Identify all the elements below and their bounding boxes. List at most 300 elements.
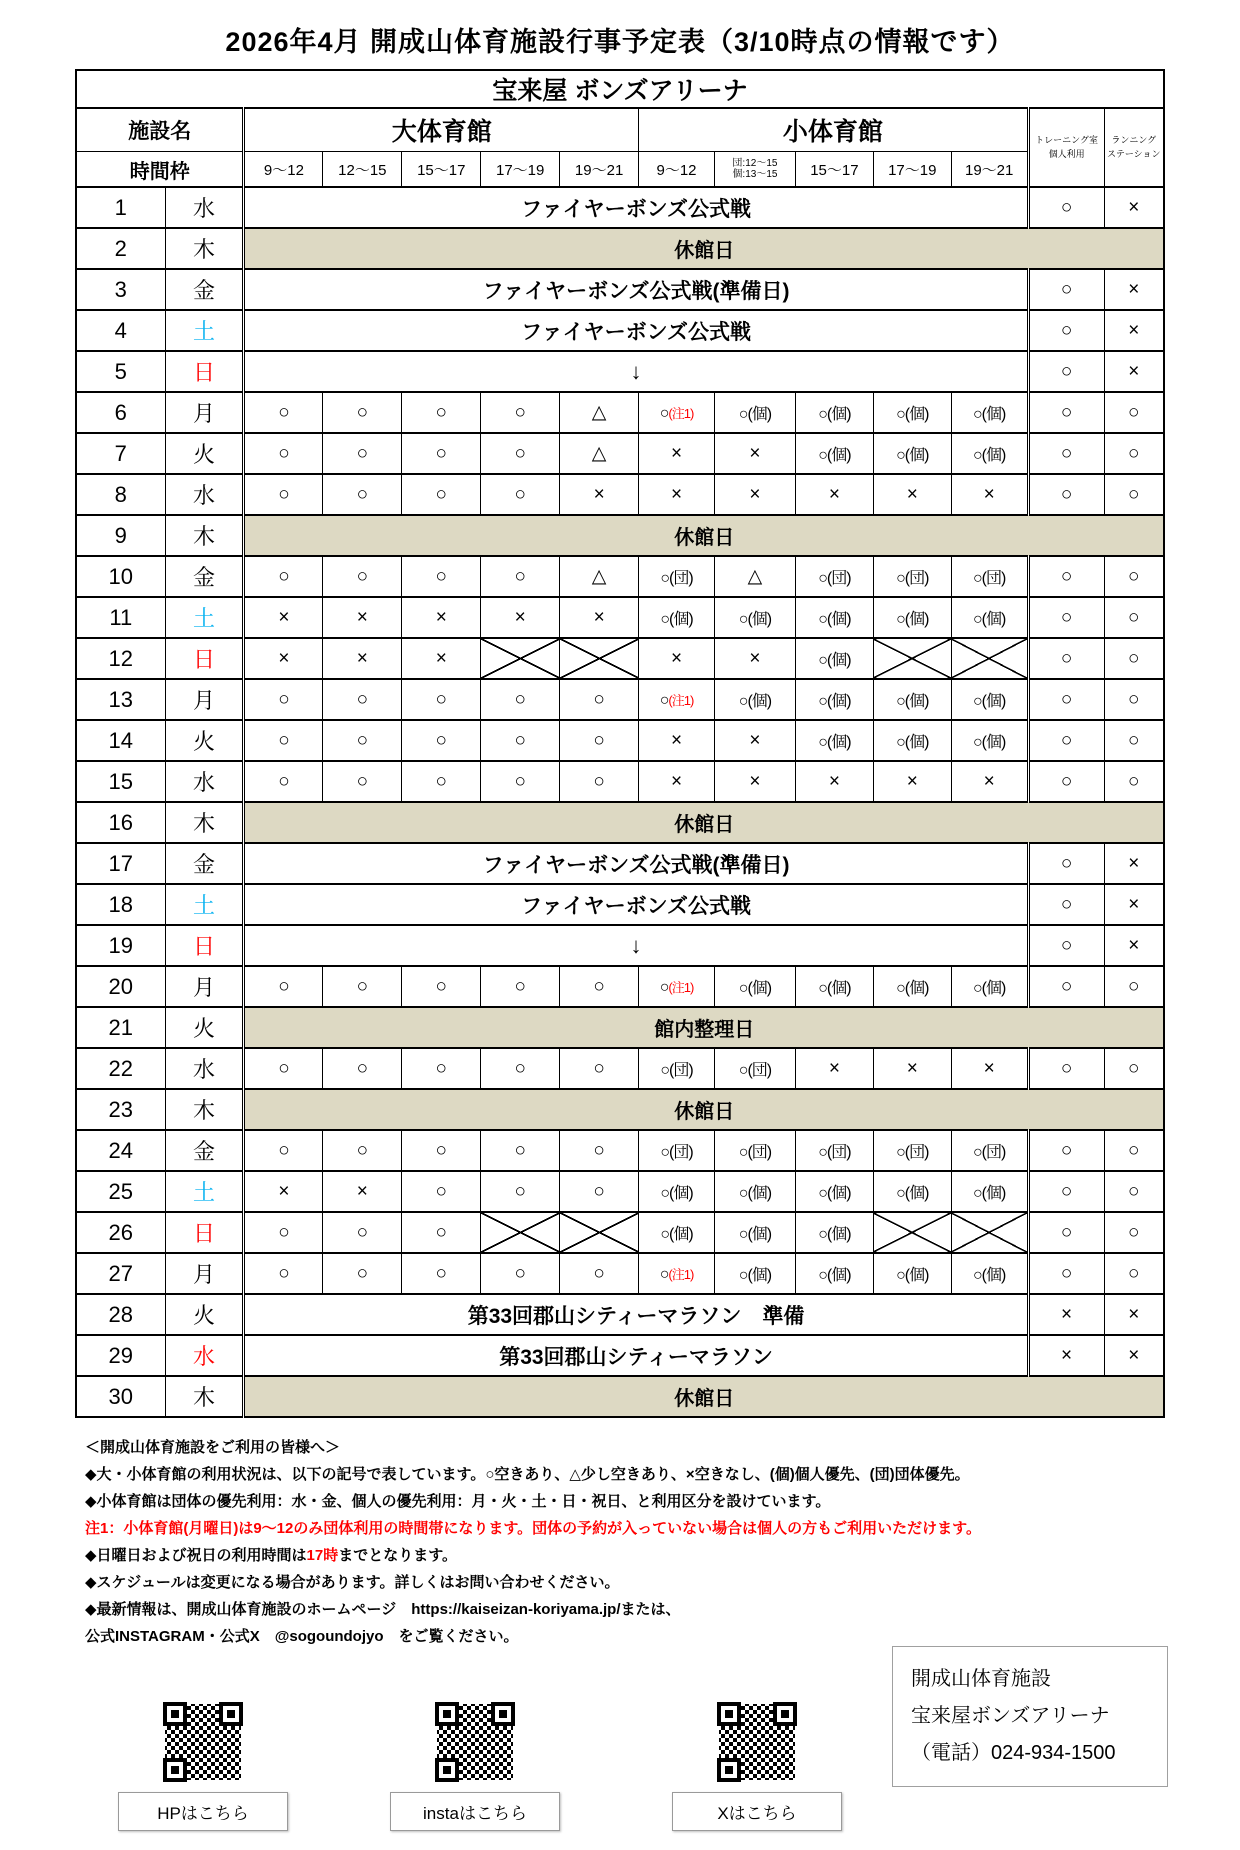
slot-cell: ○ <box>560 761 639 802</box>
slot-cell: ○ <box>481 392 560 433</box>
training-room-cell: ○ <box>1028 720 1104 761</box>
day-of-week-cell: 日 <box>165 925 244 966</box>
event-cell: ↓ <box>244 925 1028 966</box>
slot-cell: ○ <box>323 433 402 474</box>
slot-cell: ○(個) <box>951 597 1028 638</box>
slot-cell: × <box>951 1048 1028 1089</box>
event-cell: ファイヤーボンズ公式戦 <box>244 187 1028 228</box>
slot-cell: ○(団) <box>714 1048 795 1089</box>
large-slot-header: 15～17 <box>402 152 481 188</box>
slot-cell: ○(団) <box>951 556 1028 597</box>
slot-cell: × <box>714 761 795 802</box>
slot-cell: ○(個) <box>873 597 951 638</box>
slot-cell: ○ <box>402 474 481 515</box>
slot-cell: ○(個) <box>951 720 1028 761</box>
day-of-week-cell: 水 <box>165 761 244 802</box>
slot-cell: ○ <box>244 966 323 1007</box>
running-station-cell: × <box>1104 1335 1164 1376</box>
slot-cell: × <box>873 474 951 515</box>
day-of-week-cell: 月 <box>165 679 244 720</box>
slot-cell: ○ <box>244 761 323 802</box>
slot-cell: ○ <box>244 679 323 720</box>
page-title: 2026年4月 開成山体育施設行事予定表（3/10時点の情報です） <box>225 27 1015 57</box>
slot-cell: ○ <box>560 1171 639 1212</box>
slot-cell-unavailable <box>873 638 951 679</box>
slot-cell: ○ <box>402 679 481 720</box>
slot-cell: ○ <box>323 1253 402 1294</box>
slot-cell: ○(個) <box>714 392 795 433</box>
slot-cell: × <box>323 597 402 638</box>
training-room-cell: ○ <box>1028 1212 1104 1253</box>
day-of-week-cell: 木 <box>165 228 244 269</box>
slot-cell: ○ <box>323 966 402 1007</box>
running-station-cell: × <box>1104 1294 1164 1335</box>
slot-cell: ○(個) <box>873 392 951 433</box>
day-of-week-cell: 火 <box>165 1007 244 1048</box>
qr-block <box>672 1702 842 1831</box>
day-number-cell: 19 <box>76 925 165 966</box>
slot-cell: × <box>795 1048 873 1089</box>
day-number-cell: 24 <box>76 1130 165 1171</box>
slot-cell: ○(個) <box>714 597 795 638</box>
day-number-cell: 23 <box>76 1089 165 1130</box>
day-of-week-cell: 日 <box>165 638 244 679</box>
training-room-cell: ○ <box>1028 925 1104 966</box>
slot-cell: ○(個) <box>639 1171 715 1212</box>
slot-cell: ○ <box>402 1171 481 1212</box>
small-slot-header: 19～21 <box>951 152 1028 188</box>
large-slot-header: 9～12 <box>244 152 323 188</box>
running-station-cell: ○ <box>1104 1130 1164 1171</box>
slot-cell: ○(個) <box>795 1171 873 1212</box>
slot-cell: ○(注1) <box>639 1253 715 1294</box>
note-line: 注1：小体育館(月曜日)は9～12のみ団体利用の時間帯になります。団体の予約が入っていない場合は個人の方もご利用いただけます。 <box>85 1520 981 1537</box>
contact-line: 宝来屋ボンズアリーナ <box>911 1705 1110 1727</box>
training-room-cell: ○ <box>1028 638 1104 679</box>
day-of-week-cell: 月 <box>165 1253 244 1294</box>
slot-cell: ○ <box>323 1048 402 1089</box>
day-of-week-cell: 木 <box>165 802 244 843</box>
day-number-cell: 1 <box>76 187 165 228</box>
slot-cell: ○(個) <box>639 1212 715 1253</box>
training-room-cell: ○ <box>1028 761 1104 802</box>
slot-cell: × <box>560 474 639 515</box>
running-station-cell: ○ <box>1104 966 1164 1007</box>
slot-cell: ○(個) <box>951 679 1028 720</box>
day-number-cell: 22 <box>76 1048 165 1089</box>
slot-cell: ○(注1) <box>639 679 715 720</box>
slot-cell: ○(個) <box>795 597 873 638</box>
slot-cell: ○(団) <box>951 1130 1028 1171</box>
slot-cell: ○ <box>244 1130 323 1171</box>
slot-cell: ○(個) <box>714 1171 795 1212</box>
slot-cell: ○ <box>323 720 402 761</box>
qr-code-icon <box>435 1702 515 1782</box>
slot-cell: ○(個) <box>795 1253 873 1294</box>
day-of-week-cell: 水 <box>165 187 244 228</box>
day-number-cell: 4 <box>76 310 165 351</box>
slot-cell: △ <box>714 556 795 597</box>
day-number-cell: 11 <box>76 597 165 638</box>
slot-cell: × <box>639 638 715 679</box>
slot-cell: × <box>873 761 951 802</box>
slot-cell: ○ <box>481 761 560 802</box>
day-of-week-cell: 金 <box>165 269 244 310</box>
running-station-cell: ○ <box>1104 1171 1164 1212</box>
slot-cell: ○ <box>323 761 402 802</box>
slot-cell: × <box>323 1171 402 1212</box>
slot-cell: ○(団) <box>873 556 951 597</box>
schedule-table <box>75 69 1165 1418</box>
slot-cell: ○(団) <box>795 1130 873 1171</box>
slot-cell: × <box>560 597 639 638</box>
training-room-cell: ○ <box>1028 187 1104 228</box>
day-of-week-cell: 木 <box>165 1376 244 1417</box>
slot-cell: ○(団) <box>714 1130 795 1171</box>
day-number-cell: 9 <box>76 515 165 556</box>
event-cell: ファイヤーボンズ公式戦 <box>244 884 1028 925</box>
slot-cell: ○ <box>244 474 323 515</box>
training-room-cell: ○ <box>1028 269 1104 310</box>
small-gym-header: 小体育館 <box>639 108 1029 152</box>
running-station-cell: × <box>1104 351 1164 392</box>
slot-cell: ○(個) <box>951 966 1028 1007</box>
day-number-cell: 21 <box>76 1007 165 1048</box>
event-cell: ファイヤーボンズ公式戦(準備日) <box>244 843 1028 884</box>
large-slot-header: 19～21 <box>560 152 639 188</box>
qr-label: HPはこちら <box>118 1792 288 1831</box>
contact-line: 開成山体育施設 <box>911 1668 1051 1690</box>
day-number-cell: 27 <box>76 1253 165 1294</box>
slot-cell: ○(個) <box>951 1171 1028 1212</box>
slot-cell: ○ <box>323 1130 402 1171</box>
event-cell: ファイヤーボンズ公式戦(準備日) <box>244 269 1028 310</box>
slot-cell: ○ <box>323 392 402 433</box>
slot-cell: ○(団) <box>795 556 873 597</box>
training-room-cell: ○ <box>1028 392 1104 433</box>
slot-cell: ○ <box>481 474 560 515</box>
small-slot-header: 17～19 <box>873 152 951 188</box>
slot-cell: ○(個) <box>951 433 1028 474</box>
training-room-cell: ○ <box>1028 1171 1104 1212</box>
note-line: ◆スケジュールは変更になる場合があります。詳しくはお問い合わせください。 <box>85 1574 620 1591</box>
running-station-cell: ○ <box>1104 433 1164 474</box>
day-number-cell: 6 <box>76 392 165 433</box>
slot-cell: × <box>244 638 323 679</box>
running-station-cell: ○ <box>1104 1048 1164 1089</box>
slot-cell: ○ <box>560 1130 639 1171</box>
day-number-cell: 14 <box>76 720 165 761</box>
note-line: ◆大・小体育館の利用状況は、以下の記号で表しています。○空きあり、△少し空きあり、×空きなし、(個)個人優先、(団)団体優先。 <box>85 1466 970 1483</box>
day-of-week-cell: 金 <box>165 1130 244 1171</box>
slot-cell: ○ <box>560 720 639 761</box>
slot-cell: ○(注1) <box>639 392 715 433</box>
slot-cell: ○ <box>481 966 560 1007</box>
small-slot-header: 15～17 <box>795 152 873 188</box>
day-of-week-cell: 木 <box>165 515 244 556</box>
large-slot-header: 17～19 <box>481 152 560 188</box>
slot-cell: ○ <box>244 433 323 474</box>
slot-cell: ○ <box>481 433 560 474</box>
slot-cell: ○ <box>560 1253 639 1294</box>
contact-box <box>892 1646 1168 1787</box>
day-of-week-cell: 土 <box>165 310 244 351</box>
slot-cell: ○(個) <box>873 1171 951 1212</box>
day-of-week-cell: 土 <box>165 597 244 638</box>
note-line: ◆小体育館は団体の優先利用：水・金、個人の優先利用：月・火・土・日・祝日、と利用区分を設けています。 <box>85 1493 831 1510</box>
running-station-cell: ○ <box>1104 638 1164 679</box>
slot-cell-unavailable <box>951 1212 1028 1253</box>
day-of-week-cell: 水 <box>165 1335 244 1376</box>
slot-cell: ○ <box>323 474 402 515</box>
slot-cell: ○ <box>481 679 560 720</box>
slot-cell: ○ <box>402 966 481 1007</box>
closed-day-cell: 休館日 <box>244 802 1164 843</box>
slot-cell: × <box>402 638 481 679</box>
slot-cell-unavailable <box>951 638 1028 679</box>
slot-cell: ○(注1) <box>639 966 715 1007</box>
slot-cell: ○ <box>560 966 639 1007</box>
day-of-week-cell: 火 <box>165 720 244 761</box>
day-of-week-cell: 土 <box>165 884 244 925</box>
slot-cell: ○(個) <box>951 392 1028 433</box>
day-of-week-cell: 金 <box>165 843 244 884</box>
day-of-week-cell: 月 <box>165 966 244 1007</box>
day-number-cell: 7 <box>76 433 165 474</box>
training-room-cell: × <box>1028 1294 1104 1335</box>
slot-cell: ○(個) <box>714 1253 795 1294</box>
running-station-cell: ○ <box>1104 392 1164 433</box>
day-number-cell: 29 <box>76 1335 165 1376</box>
slot-cell: × <box>795 761 873 802</box>
note-line: ◆日曜日および祝日の利用時間は17時までとなります。 <box>85 1547 458 1564</box>
day-number-cell: 5 <box>76 351 165 392</box>
slot-cell: × <box>951 761 1028 802</box>
event-cell: ↓ <box>244 351 1028 392</box>
running-station-cell: ○ <box>1104 556 1164 597</box>
day-of-week-cell: 水 <box>165 1048 244 1089</box>
day-number-cell: 2 <box>76 228 165 269</box>
slot-cell: ○(個) <box>873 679 951 720</box>
slot-cell: ○ <box>402 720 481 761</box>
day-number-cell: 17 <box>76 843 165 884</box>
closed-day-cell: 館内整理日 <box>244 1007 1164 1048</box>
running-station-header: ランニング ステーション <box>1104 108 1164 187</box>
closed-day-cell: 休館日 <box>244 228 1164 269</box>
slot-cell: × <box>639 474 715 515</box>
slot-cell: ○(個) <box>795 966 873 1007</box>
slot-cell: ○ <box>244 392 323 433</box>
slot-cell: ○ <box>244 556 323 597</box>
slot-cell: × <box>714 638 795 679</box>
day-of-week-cell: 金 <box>165 556 244 597</box>
facility-name-label: 施設名 <box>76 108 244 152</box>
small-slot-header: 団:12～15 個:13～15 <box>714 152 795 188</box>
slot-cell-unavailable <box>560 1212 639 1253</box>
slot-cell: ○ <box>402 433 481 474</box>
event-cell: ファイヤーボンズ公式戦 <box>244 310 1028 351</box>
day-of-week-cell: 日 <box>165 351 244 392</box>
training-room-cell: ○ <box>1028 351 1104 392</box>
slot-cell: × <box>714 474 795 515</box>
slot-cell: × <box>795 474 873 515</box>
slot-cell: ○ <box>481 556 560 597</box>
slot-cell: ○ <box>481 1171 560 1212</box>
training-room-cell: ○ <box>1028 310 1104 351</box>
slot-cell: × <box>402 597 481 638</box>
slot-cell-unavailable <box>560 638 639 679</box>
qr-code-icon <box>717 1702 797 1782</box>
running-station-cell: ○ <box>1104 1253 1164 1294</box>
arena-title: 宝来屋 ボンズアリーナ <box>76 70 1164 108</box>
training-room-cell: ○ <box>1028 679 1104 720</box>
slot-cell: ○ <box>402 1130 481 1171</box>
slot-cell: ○ <box>244 1212 323 1253</box>
slot-cell: ○ <box>244 720 323 761</box>
slot-cell: ○(個) <box>795 433 873 474</box>
slot-cell: ○ <box>481 1253 560 1294</box>
slot-cell: × <box>323 638 402 679</box>
slot-cell: × <box>481 597 560 638</box>
running-station-cell: × <box>1104 269 1164 310</box>
time-frame-label: 時間枠 <box>76 152 244 188</box>
day-number-cell: 18 <box>76 884 165 925</box>
closed-day-cell: 休館日 <box>244 515 1164 556</box>
contact-line: （電話）024-934-1500 <box>911 1742 1116 1764</box>
slot-cell: × <box>951 474 1028 515</box>
slot-cell: ○ <box>402 392 481 433</box>
training-room-cell: ○ <box>1028 1253 1104 1294</box>
slot-cell: ○ <box>244 1253 323 1294</box>
slot-cell: ○(個) <box>795 1212 873 1253</box>
training-room-cell: ○ <box>1028 474 1104 515</box>
slot-cell: ○(個) <box>795 679 873 720</box>
running-station-cell: × <box>1104 884 1164 925</box>
day-number-cell: 3 <box>76 269 165 310</box>
note-line: ＜開成山体育施設をご利用の皆様へ＞ <box>85 1439 341 1456</box>
day-number-cell: 13 <box>76 679 165 720</box>
slot-cell: ○(個) <box>795 638 873 679</box>
slot-cell: ○ <box>402 556 481 597</box>
qr-label: instaはこちら <box>390 1792 560 1831</box>
slot-cell: ○ <box>560 679 639 720</box>
slot-cell: ○ <box>323 556 402 597</box>
day-of-week-cell: 木 <box>165 1089 244 1130</box>
slot-cell: ○(個) <box>714 966 795 1007</box>
qr-code-icon <box>163 1702 243 1782</box>
training-room-cell: ○ <box>1028 843 1104 884</box>
slot-cell: ○(個) <box>873 433 951 474</box>
event-cell: 第33回郡山シティーマラソン <box>244 1335 1028 1376</box>
slot-cell: × <box>639 761 715 802</box>
day-of-week-cell: 土 <box>165 1171 244 1212</box>
training-room-header: トレーニング室 個人利用 <box>1028 108 1104 187</box>
slot-cell: ○ <box>323 679 402 720</box>
training-room-cell: ○ <box>1028 1130 1104 1171</box>
slot-cell: ○(団) <box>639 1130 715 1171</box>
slot-cell: ○ <box>402 1253 481 1294</box>
qr-block <box>390 1702 560 1831</box>
running-station-cell: ○ <box>1104 597 1164 638</box>
closed-day-cell: 休館日 <box>244 1376 1164 1417</box>
slot-cell: △ <box>560 556 639 597</box>
running-station-cell: ○ <box>1104 474 1164 515</box>
day-number-cell: 28 <box>76 1294 165 1335</box>
running-station-cell: ○ <box>1104 679 1164 720</box>
day-number-cell: 15 <box>76 761 165 802</box>
note-line: 公式INSTAGRAM・公式X @sogoundojyo をご覧ください。 <box>85 1628 519 1645</box>
day-of-week-cell: 水 <box>165 474 244 515</box>
slot-cell: ○ <box>402 1048 481 1089</box>
slot-cell: × <box>244 1171 323 1212</box>
qr-block <box>118 1702 288 1831</box>
slot-cell: × <box>873 1048 951 1089</box>
note-line: ◆最新情報は、開成山体育施設のホームページ https://kaiseizan-koriyama.jp/または、 <box>85 1601 681 1618</box>
large-slot-header: 12～15 <box>323 152 402 188</box>
slot-cell: ○ <box>481 1048 560 1089</box>
day-number-cell: 8 <box>76 474 165 515</box>
slot-cell: ○ <box>323 1212 402 1253</box>
closed-day-cell: 休館日 <box>244 1089 1164 1130</box>
slot-cell-unavailable <box>873 1212 951 1253</box>
day-of-week-cell: 日 <box>165 1212 244 1253</box>
slot-cell: × <box>639 720 715 761</box>
training-room-cell: ○ <box>1028 556 1104 597</box>
slot-cell-unavailable <box>481 638 560 679</box>
slot-cell: ○(個) <box>951 1253 1028 1294</box>
slot-cell: × <box>244 597 323 638</box>
slot-cell: ○ <box>402 761 481 802</box>
slot-cell-unavailable <box>481 1212 560 1253</box>
day-of-week-cell: 火 <box>165 433 244 474</box>
bottom-section <box>0 1660 1240 1850</box>
slot-cell: ○ <box>481 720 560 761</box>
day-number-cell: 26 <box>76 1212 165 1253</box>
running-station-cell: ○ <box>1104 720 1164 761</box>
slot-cell: ○ <box>560 1048 639 1089</box>
slot-cell: × <box>639 433 715 474</box>
training-room-cell: ○ <box>1028 433 1104 474</box>
day-number-cell: 20 <box>76 966 165 1007</box>
day-number-cell: 16 <box>76 802 165 843</box>
training-room-cell: × <box>1028 1335 1104 1376</box>
day-number-cell: 10 <box>76 556 165 597</box>
day-number-cell: 30 <box>76 1376 165 1417</box>
slot-cell: ○ <box>481 1130 560 1171</box>
qr-label: Xはこちら <box>672 1792 842 1831</box>
large-gym-header: 大体育館 <box>244 108 639 152</box>
slot-cell: △ <box>560 433 639 474</box>
running-station-cell: ○ <box>1104 761 1164 802</box>
running-station-cell: × <box>1104 187 1164 228</box>
slot-cell: × <box>714 720 795 761</box>
slot-cell: ○(個) <box>873 966 951 1007</box>
slot-cell: ○(個) <box>714 1212 795 1253</box>
event-cell: 第33回郡山シティーマラソン 準備 <box>244 1294 1028 1335</box>
day-of-week-cell: 火 <box>165 1294 244 1335</box>
small-slot-header: 9～12 <box>639 152 715 188</box>
training-room-cell: ○ <box>1028 597 1104 638</box>
day-number-cell: 12 <box>76 638 165 679</box>
slot-cell: ○(個) <box>714 679 795 720</box>
running-station-cell: × <box>1104 310 1164 351</box>
running-station-cell: × <box>1104 843 1164 884</box>
running-station-cell: × <box>1104 925 1164 966</box>
slot-cell: ○(個) <box>795 392 873 433</box>
slot-cell: ○ <box>402 1212 481 1253</box>
training-room-cell: ○ <box>1028 1048 1104 1089</box>
slot-cell: ○(団) <box>639 1048 715 1089</box>
